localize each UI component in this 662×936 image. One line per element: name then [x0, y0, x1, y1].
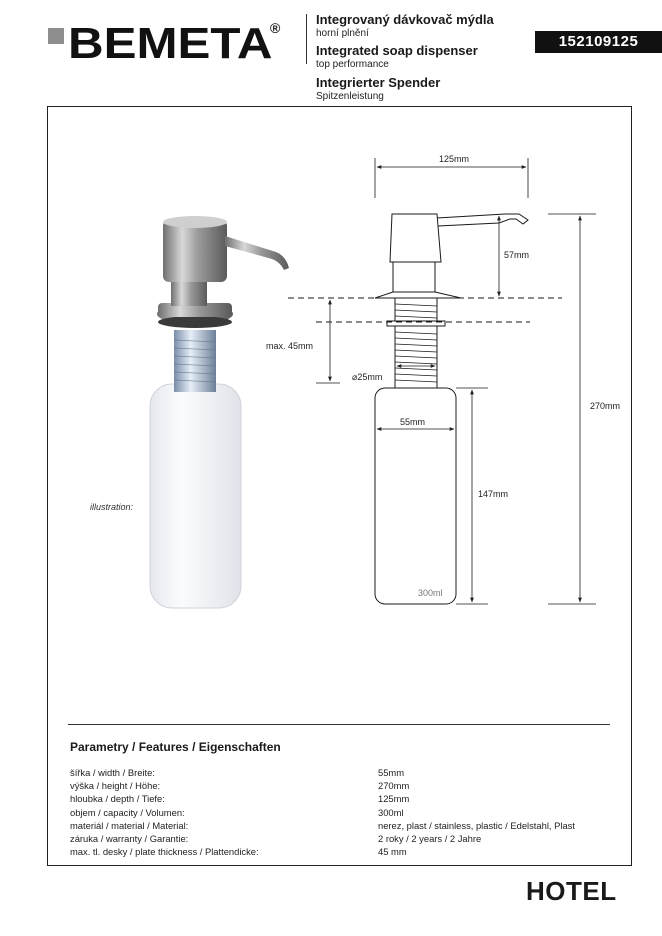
registered-mark: ®: [270, 20, 281, 36]
dim-width-label: 125mm: [438, 154, 470, 164]
feature-label: objem / capacity / Volumen:: [70, 806, 185, 818]
dispenser-outline: [375, 214, 528, 604]
dim-bottle-height-label: 147mm: [478, 489, 509, 499]
feature-value: 270mm: [378, 780, 410, 792]
thread-lines: [395, 304, 437, 382]
feature-value: 2 roky / 2 years / 2 Jahre: [378, 832, 482, 844]
feature-row-plate-thickness: [70, 845, 610, 858]
feature-label: materiál / material / Material:: [70, 819, 189, 831]
dim-head-label: 57mm: [504, 250, 530, 260]
feature-value: 300ml: [378, 806, 404, 818]
illustration-label: illustration:: [90, 502, 134, 512]
title-de: Integrierter Spender: [316, 75, 441, 90]
dim-plate-label: max. 45mm: [266, 341, 314, 351]
features-title: Parametry / Features / Eigenschaften: [70, 740, 281, 754]
subtitle-en: top performance: [316, 59, 389, 70]
feature-value: 45 mm: [378, 846, 407, 858]
bottle-capacity-label: 300ml: [418, 588, 443, 598]
title-cz: Integrovaný dávkovač mýdla: [316, 12, 494, 27]
subtitle-de: Spitzenleistung: [316, 91, 384, 102]
feature-row-width: [70, 766, 610, 779]
feature-row-capacity: [70, 806, 610, 819]
feature-value: nerez, plast / stainless, plastic / Edelstahl, Plast: [378, 819, 575, 831]
feature-label: záruka / warranty / Garantie:: [70, 832, 189, 844]
subtitle-cz: horní plnění: [316, 28, 369, 39]
feature-label: šířka / width / Breite:: [70, 767, 155, 778]
feature-label: výška / height / Höhe:: [70, 780, 161, 792]
brand-name: BEMETA: [68, 19, 273, 68]
feature-value: 125mm: [378, 793, 410, 805]
dim-thread-label: ⌀25mm: [352, 372, 383, 382]
feature-label: max. tl. desky / plate thickness / Plattendicke:: [70, 846, 259, 858]
feature-label: hloubka / depth / Tiefe:: [70, 793, 165, 805]
feature-row-material: [70, 819, 610, 832]
dim-bottle-width-label: 55mm: [400, 417, 426, 427]
product-code-badge: 152109125: [535, 31, 662, 53]
section-divider: [68, 724, 610, 725]
feature-row-depth: [70, 792, 610, 805]
features-table: [70, 766, 610, 858]
category-tag: HOTEL: [526, 876, 617, 906]
feature-row-height: [70, 779, 610, 792]
dim-total-label: 270mm: [590, 401, 621, 411]
feature-value: 55mm: [378, 767, 405, 778]
plate-lines: [288, 298, 562, 322]
product-illustration: [150, 216, 289, 608]
title-en: Integrated soap dispenser: [316, 43, 478, 58]
feature-row-warranty: [70, 832, 610, 845]
